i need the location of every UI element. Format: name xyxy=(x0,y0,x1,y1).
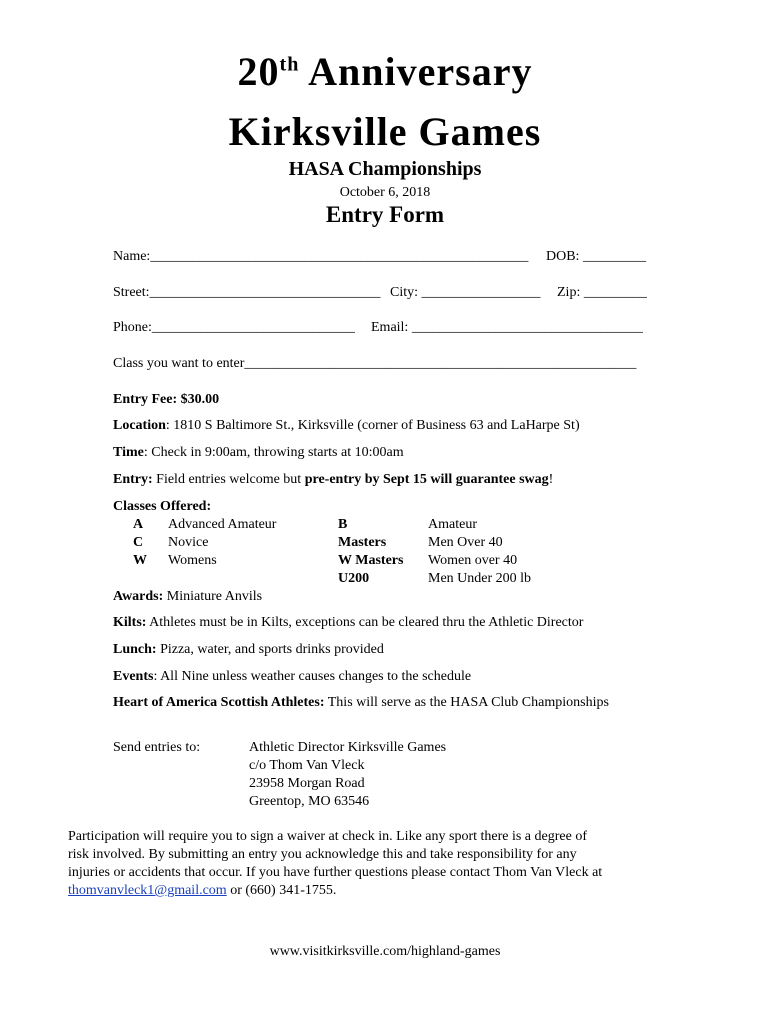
heart-value: This will serve as the HASA Club Championships xyxy=(324,695,609,710)
class-name: Advanced Amateur xyxy=(168,517,277,532)
phone-field[interactable]: Phone:_____________________________ xyxy=(113,320,355,335)
events-label: Events xyxy=(113,669,154,684)
heart-line xyxy=(113,695,609,711)
email-field[interactable]: Email: _________________________________ xyxy=(371,320,643,335)
name-field[interactable]: Name:______________________________________________________ xyxy=(113,249,529,264)
fee-value: $30.00 xyxy=(180,392,220,407)
zip-field[interactable]: Zip: _________ xyxy=(557,285,647,300)
awards-line xyxy=(113,589,262,605)
championship-title: HASA Championships xyxy=(288,158,482,180)
dob-field[interactable]: DOB: _________ xyxy=(546,249,646,264)
city-field[interactable]: City: _________________ xyxy=(390,285,541,300)
entry-end: ! xyxy=(548,472,554,487)
events-line xyxy=(113,669,471,685)
address-line: c/o Thom Van Vleck xyxy=(249,758,365,773)
class-code: B xyxy=(338,517,348,532)
location-value: : 1810 S Baltimore St., Kirksville (corner of Business 63 and LaHarpe St) xyxy=(165,418,580,433)
class-field[interactable]: Class you want to enter________________________________________________________ xyxy=(113,356,637,371)
lunch-label: Lunch: xyxy=(113,642,157,657)
street-field[interactable]: Street:_________________________________ xyxy=(113,285,381,300)
address-line: 23958 Morgan Road xyxy=(249,776,365,791)
class-name: Novice xyxy=(168,535,209,550)
heart-label: Heart of America Scottish Athletes: xyxy=(113,695,325,710)
class-name: Men Over 40 xyxy=(428,535,503,550)
title-suffix: th xyxy=(279,53,300,76)
class-name: Women over 40 xyxy=(428,553,518,568)
title-number: 20 xyxy=(237,49,280,94)
title-games: Kirksville Games xyxy=(228,109,542,154)
entry-text: Field entries welcome but xyxy=(152,472,305,487)
entry-label: Entry: xyxy=(113,472,153,487)
waiver-line: Participation will require you to sign a waiver at check in. Like any sport there is a degree of xyxy=(68,829,587,844)
lunch-line xyxy=(113,642,384,658)
entry-fee xyxy=(113,392,219,408)
location-line xyxy=(113,418,580,434)
entry-bold: pre-entry by Sept 15 will guarantee swag xyxy=(304,472,549,487)
class-code: W xyxy=(133,553,147,568)
waiver-line: injuries or accidents that occur. If you have further questions please contact Thom Van Vleck at xyxy=(68,865,603,880)
awards-label: Awards: xyxy=(113,589,164,604)
contact-phone: or (660) 341-1755. xyxy=(226,883,337,898)
lunch-value: Pizza, water, and sports drinks provided xyxy=(156,642,384,657)
class-code: A xyxy=(133,517,144,532)
class-name: Amateur xyxy=(428,517,477,532)
class-code: W Masters xyxy=(338,553,404,568)
classes-heading: Classes Offered: xyxy=(113,499,212,514)
title-anniversary xyxy=(0,48,770,95)
entry-line xyxy=(113,472,553,488)
class-code: C xyxy=(133,535,144,550)
kilts-value: Athletes must be in Kilts, exceptions can be cleared thru the Athletic Director xyxy=(146,615,584,630)
time-label: Time xyxy=(113,445,144,460)
time-line xyxy=(113,445,404,461)
address-line: Greentop, MO 63546 xyxy=(249,794,370,809)
awards-value: Miniature Anvils xyxy=(163,589,263,604)
class-code: U200 xyxy=(338,571,370,586)
contact-email-link[interactable]: thomvanvleck1@gmail.com xyxy=(68,883,227,898)
location-label: Location xyxy=(113,418,166,433)
kilts-line xyxy=(113,615,583,631)
kilts-label: Kilts: xyxy=(113,615,147,630)
class-name: Men Under 200 lb xyxy=(428,571,532,586)
class-name: Womens xyxy=(168,553,217,568)
contact-line xyxy=(68,883,336,899)
address-line: Athletic Director Kirksville Games xyxy=(249,740,447,755)
waiver-line: risk involved. By submitting an entry you acknowledge this and take responsibility for any xyxy=(68,847,577,862)
class-code: Masters xyxy=(338,535,387,550)
title-word: Anniversary xyxy=(308,49,533,94)
form-title: Entry Form xyxy=(325,202,445,227)
fee-label: Entry Fee: xyxy=(113,392,178,407)
events-value: : All Nine unless weather causes changes to the schedule xyxy=(153,669,472,684)
event-date: October 6, 2018 xyxy=(339,185,431,200)
footer-url: www.visitkirksville.com/highland-games xyxy=(269,944,501,959)
send-label: Send entries to: xyxy=(113,740,201,755)
time-value: : Check in 9:00am, throwing starts at 10:00am xyxy=(143,445,404,460)
